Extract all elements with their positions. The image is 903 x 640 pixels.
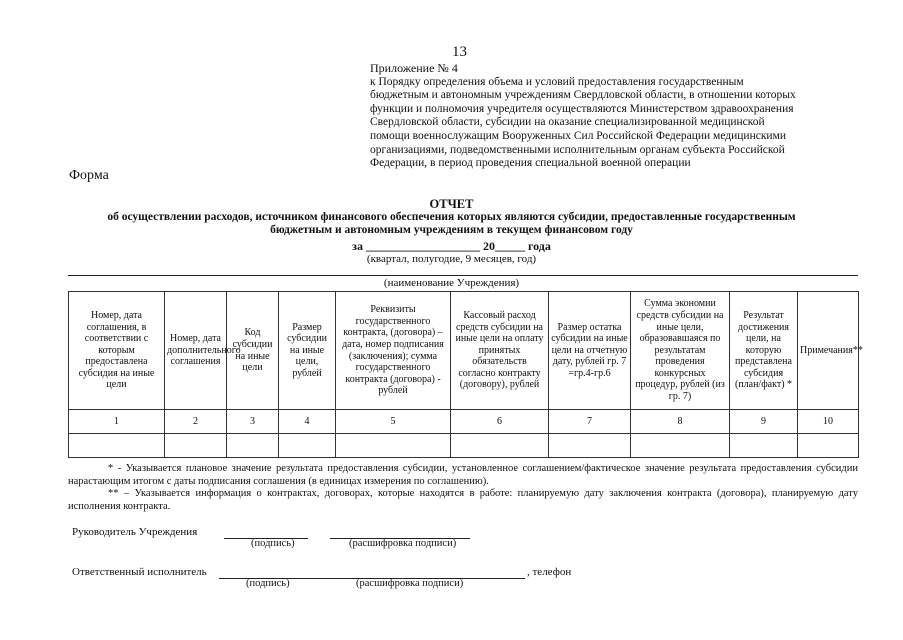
col-header: Номер, дата соглашения, в соответствии с которым предоставлена субсидия на иные цели (69, 292, 165, 410)
col-header: Код субсидии на иные цели (227, 292, 279, 410)
table-cell[interactable] (549, 434, 631, 458)
col-header: Сумма экономии средств субсидии на иные цели, образовавшаяся по результатам проведения конкурсных процедур, рублей (из гр. 7) (631, 292, 730, 410)
head-label: Руководитель Учреждения (72, 526, 198, 538)
table-cell[interactable] (69, 434, 165, 458)
institution-label: (наименование Учреждения) (383, 277, 520, 289)
table-cell[interactable] (336, 434, 451, 458)
appendix-line: Свердловской области, субсидии на оказание специализированной медицинской (370, 116, 765, 129)
col-header: Номер, дата дополнительного соглашения (165, 292, 227, 410)
appendix-line: помощи военнослужащим Вооруженных Сил Российской Федерации медицинскими (370, 129, 787, 142)
footnote-2 (68, 488, 858, 513)
table-cell[interactable] (165, 434, 227, 458)
appendix-line: Федерации, в период проведения специальной военной операции (370, 157, 691, 170)
appendix-line: функции и полномочия учредителя осуществляются Министерством здравоохранения (370, 102, 794, 115)
report-subtitle (0, 211, 903, 237)
form-label: Форма (69, 168, 109, 183)
column-number: 7 (549, 410, 631, 434)
table-cell[interactable] (730, 434, 798, 458)
appendix-line: организациями, подведомственными исполнительным органам субъекта Российской (370, 143, 785, 156)
column-number-row (69, 410, 859, 434)
appendix-title: Приложение № 4 (370, 61, 458, 75)
column-number: 1 (69, 410, 165, 434)
table-cell[interactable] (279, 434, 336, 458)
col-header: Примечания** (798, 292, 859, 410)
executor-label: Ответственный исполнитель (72, 566, 207, 578)
table-cell[interactable] (451, 434, 549, 458)
table-header-row (69, 292, 859, 410)
head-decode-hint: (расшифровка подписи) (349, 538, 457, 549)
col-header: Размер субсидии на иные цели, рублей (279, 292, 336, 410)
institution-line (68, 275, 858, 276)
table-row (69, 434, 859, 458)
report-subtitle-line: бюджетным и автономным учреждениям в текущем финансовом году (270, 224, 633, 236)
col-header: Кассовый расход средств субсидии на иные цели на оплату принятых обязательств согласно контракту (договору), рублей (451, 292, 549, 410)
column-number: 10 (798, 410, 859, 434)
appendix-line: к Порядку определения объема и условий предоставления государственным (370, 75, 744, 88)
page-number: 13 (452, 44, 467, 60)
executor-decode-hint: (расшифровка подписи) (356, 578, 464, 589)
col-header: Реквизиты государственного контракта, (договора) – дата, номер подписания (заключения); сумма государственного контракта (договора) - рублей (336, 292, 451, 410)
table-cell[interactable] (227, 434, 279, 458)
column-number: 9 (730, 410, 798, 434)
column-number: 8 (631, 410, 730, 434)
head-signature-hint: (подпись) (251, 538, 295, 549)
executor-signature-hint: (подпись) (246, 578, 290, 589)
column-number: 6 (451, 410, 549, 434)
table-cell[interactable] (798, 434, 859, 458)
report-period: за ___________________ 20_____ года (352, 239, 551, 253)
footnote-2-text: ** – Указывается информация о контрактах, договорах, которые находятся в работе: планируемую дату заключения контракта (договора), планируемую дату исполнения контракта. (68, 488, 858, 512)
report-table (68, 291, 863, 458)
footnote-1-text: * - Указывается плановое значение результата предоставления субсидии, установленное соглашением/фактическое значение результата предоставления субсидии нарастающим итогом с даты подписания соглашения (в единицах измерения по соглашению). (68, 463, 858, 487)
column-number: 2 (165, 410, 227, 434)
column-number: 5 (336, 410, 451, 434)
report-subtitle-line: об осуществлении расходов, источником финансового обеспечения которых являются субсидии, предоставленные государственным (107, 211, 796, 223)
appendix-line: бюджетным и автономным учреждениям Свердловской области, в отношении которых (370, 89, 796, 102)
col-header: Результат достижения цели, на которую представлена субсидия (план/факт) * (730, 292, 798, 410)
column-number: 4 (279, 410, 336, 434)
appendix-block (370, 62, 850, 171)
column-number: 3 (227, 410, 279, 434)
col-header: Размер остатка субсидии на иные цели на отчетную дату, рублей гр. 7 =гр.4-гр.6 (549, 292, 631, 410)
phone-label: , телефон (527, 566, 572, 578)
report-period-hint: (квартал, полугодие, 9 месяцев, год) (366, 253, 537, 265)
report-title: ОТЧЕТ (429, 197, 474, 211)
footnote-1 (68, 463, 858, 488)
table-cell[interactable] (631, 434, 730, 458)
